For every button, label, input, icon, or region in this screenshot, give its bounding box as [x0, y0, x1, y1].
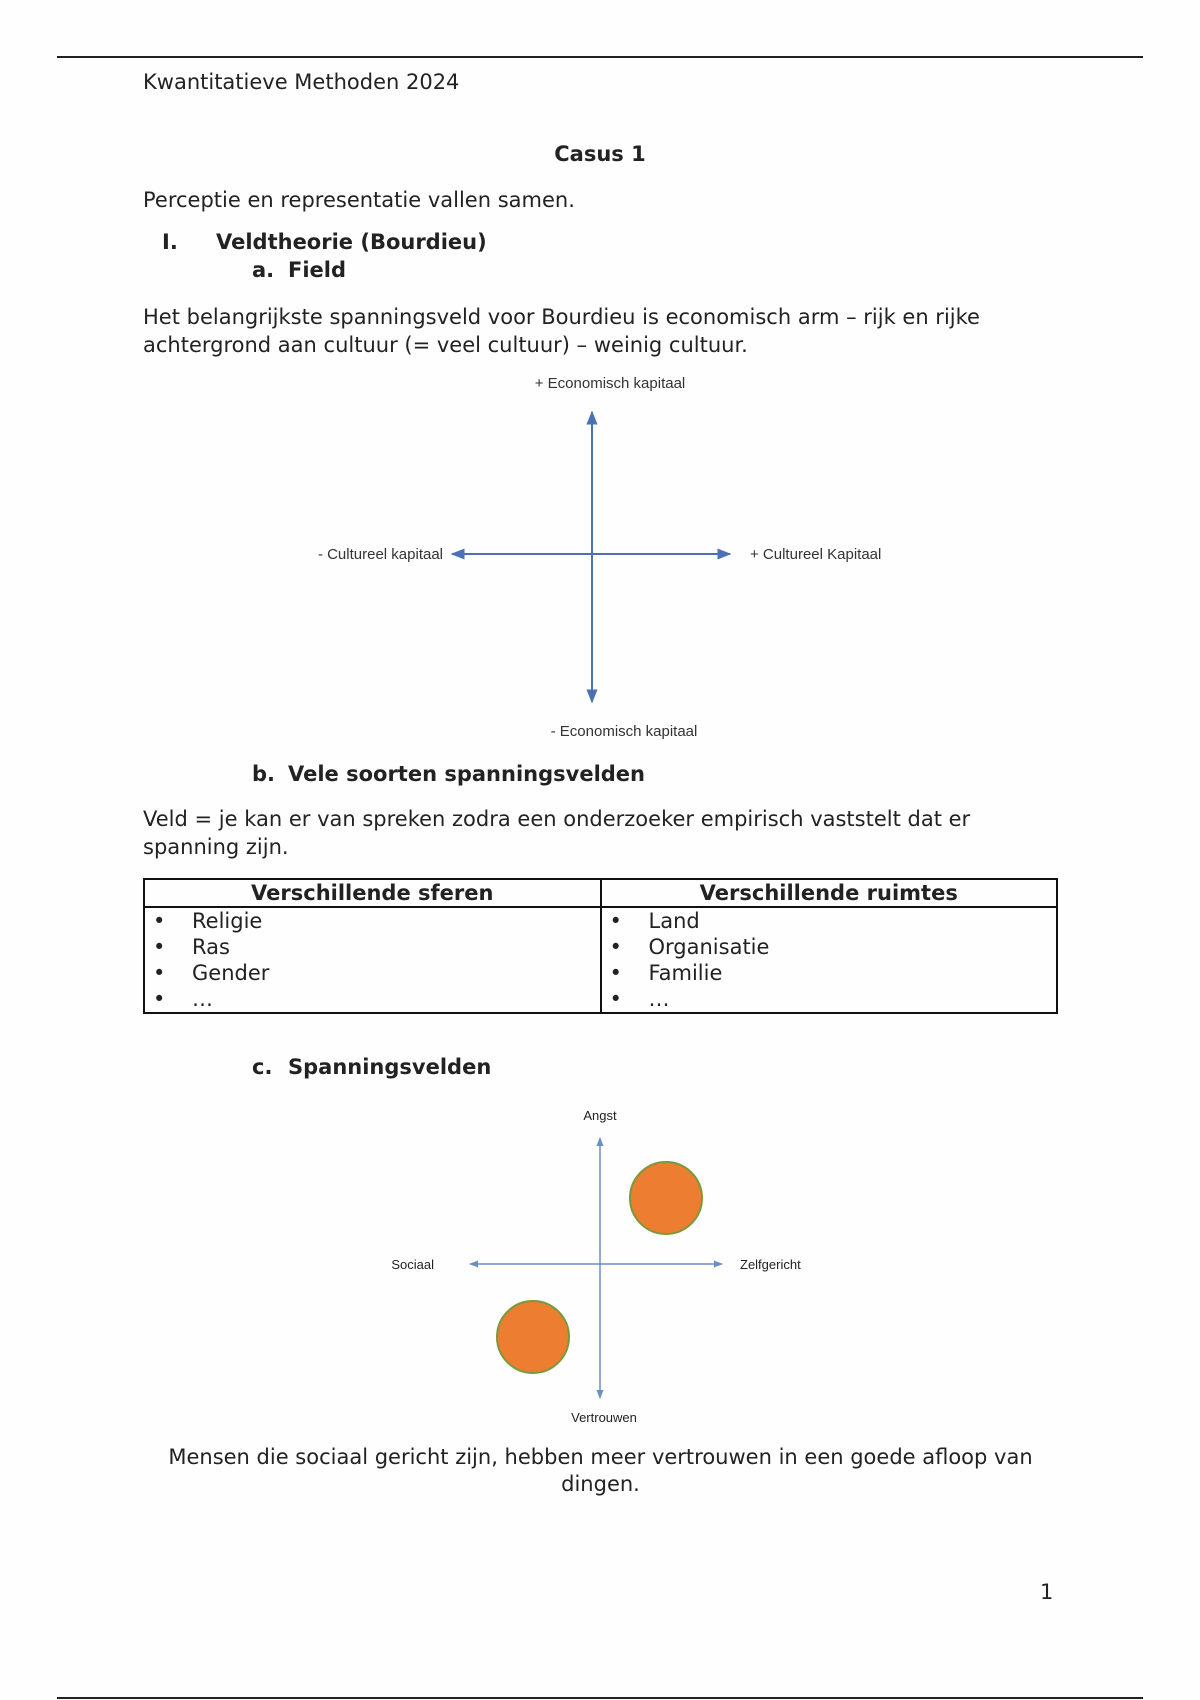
veld-paragraph: Veld = je kan er van spreken zodra een onderzoeker empirisch vaststelt dat er spanning zijn. — [143, 807, 971, 859]
axis-label-bottom: - Economisch kapitaal — [550, 723, 698, 740]
axis-label-right: Zelfgericht — [740, 1257, 801, 1272]
axis-label-left: - Cultureel kapitaal — [317, 546, 443, 563]
section-number: I. — [162, 230, 178, 254]
list-item: • Gender — [145, 960, 600, 986]
spanningsvelden-diagram — [0, 1100, 1200, 1430]
subheading-title: Vele soorten spanningsvelden — [288, 762, 645, 786]
sferen-list — [145, 908, 600, 1012]
top-rule — [57, 56, 1143, 58]
circle-sociaal-vertrouwen — [497, 1301, 569, 1373]
table-header-row — [144, 879, 1057, 907]
table-cell-sferen — [144, 907, 601, 1013]
conclusion-paragraph: Mensen die sociaal gericht zijn, hebben meer vertrouwen in een goede afloop van dingen. — [168, 1445, 1033, 1496]
table-header-ruimtes: Verschillende ruimtes — [601, 879, 1058, 907]
document-header: Kwantitatieve Methoden 2024 — [143, 70, 460, 94]
axis-label-right: + Cultureel Kapitaal — [750, 546, 882, 563]
axis-label-top: Angst — [583, 1108, 617, 1123]
list-item: • … — [145, 986, 600, 1012]
table-row — [144, 907, 1057, 1013]
subheading-title: Spanningsvelden — [288, 1055, 492, 1079]
subheading-letter: c. — [252, 1055, 273, 1079]
circle-angst-zelfgericht — [630, 1162, 702, 1234]
list-item: • Organisatie — [602, 934, 1057, 960]
list-item: • … — [602, 986, 1057, 1012]
section-heading-veldtheorie — [162, 230, 487, 254]
subheading-letter: b. — [252, 762, 276, 786]
subheading-field — [252, 258, 346, 282]
axis-label-top: + Economisch kapitaal — [534, 375, 686, 392]
field-paragraph: Het belangrijkste spanningsveld voor Bourdieu is economisch arm – rijk en rijke achtergrond aan cultuur (= veel cultuur) – weinig cultuur. — [143, 305, 980, 357]
subheading-letter: a. — [252, 258, 275, 282]
section-title: Veldtheorie (Bourdieu) — [216, 230, 487, 254]
subheading-title: Field — [288, 258, 347, 282]
list-item: • Familie — [602, 960, 1057, 986]
list-item: • Land — [602, 908, 1057, 934]
subheading-spanningsvelden-soorten — [252, 762, 645, 786]
table-cell-ruimtes — [601, 907, 1058, 1013]
table-header-sferen: Verschillende sferen — [144, 879, 601, 907]
intro-paragraph: Perceptie en representatie vallen samen. — [143, 188, 575, 212]
subheading-spanningsvelden — [252, 1055, 491, 1079]
page-number: 1 — [1040, 1580, 1054, 1604]
axis-label-left: Sociaal — [391, 1257, 434, 1272]
list-item: • Religie — [145, 908, 600, 934]
axis-label-bottom: Vertrouwen — [571, 1410, 637, 1425]
page-title: Casus 1 — [554, 142, 646, 166]
capital-field-diagram — [0, 370, 1200, 750]
spheres-table — [143, 878, 1058, 1014]
ruimtes-list — [602, 908, 1057, 1012]
bottom-rule — [57, 1697, 1143, 1699]
list-item: • Ras — [145, 934, 600, 960]
